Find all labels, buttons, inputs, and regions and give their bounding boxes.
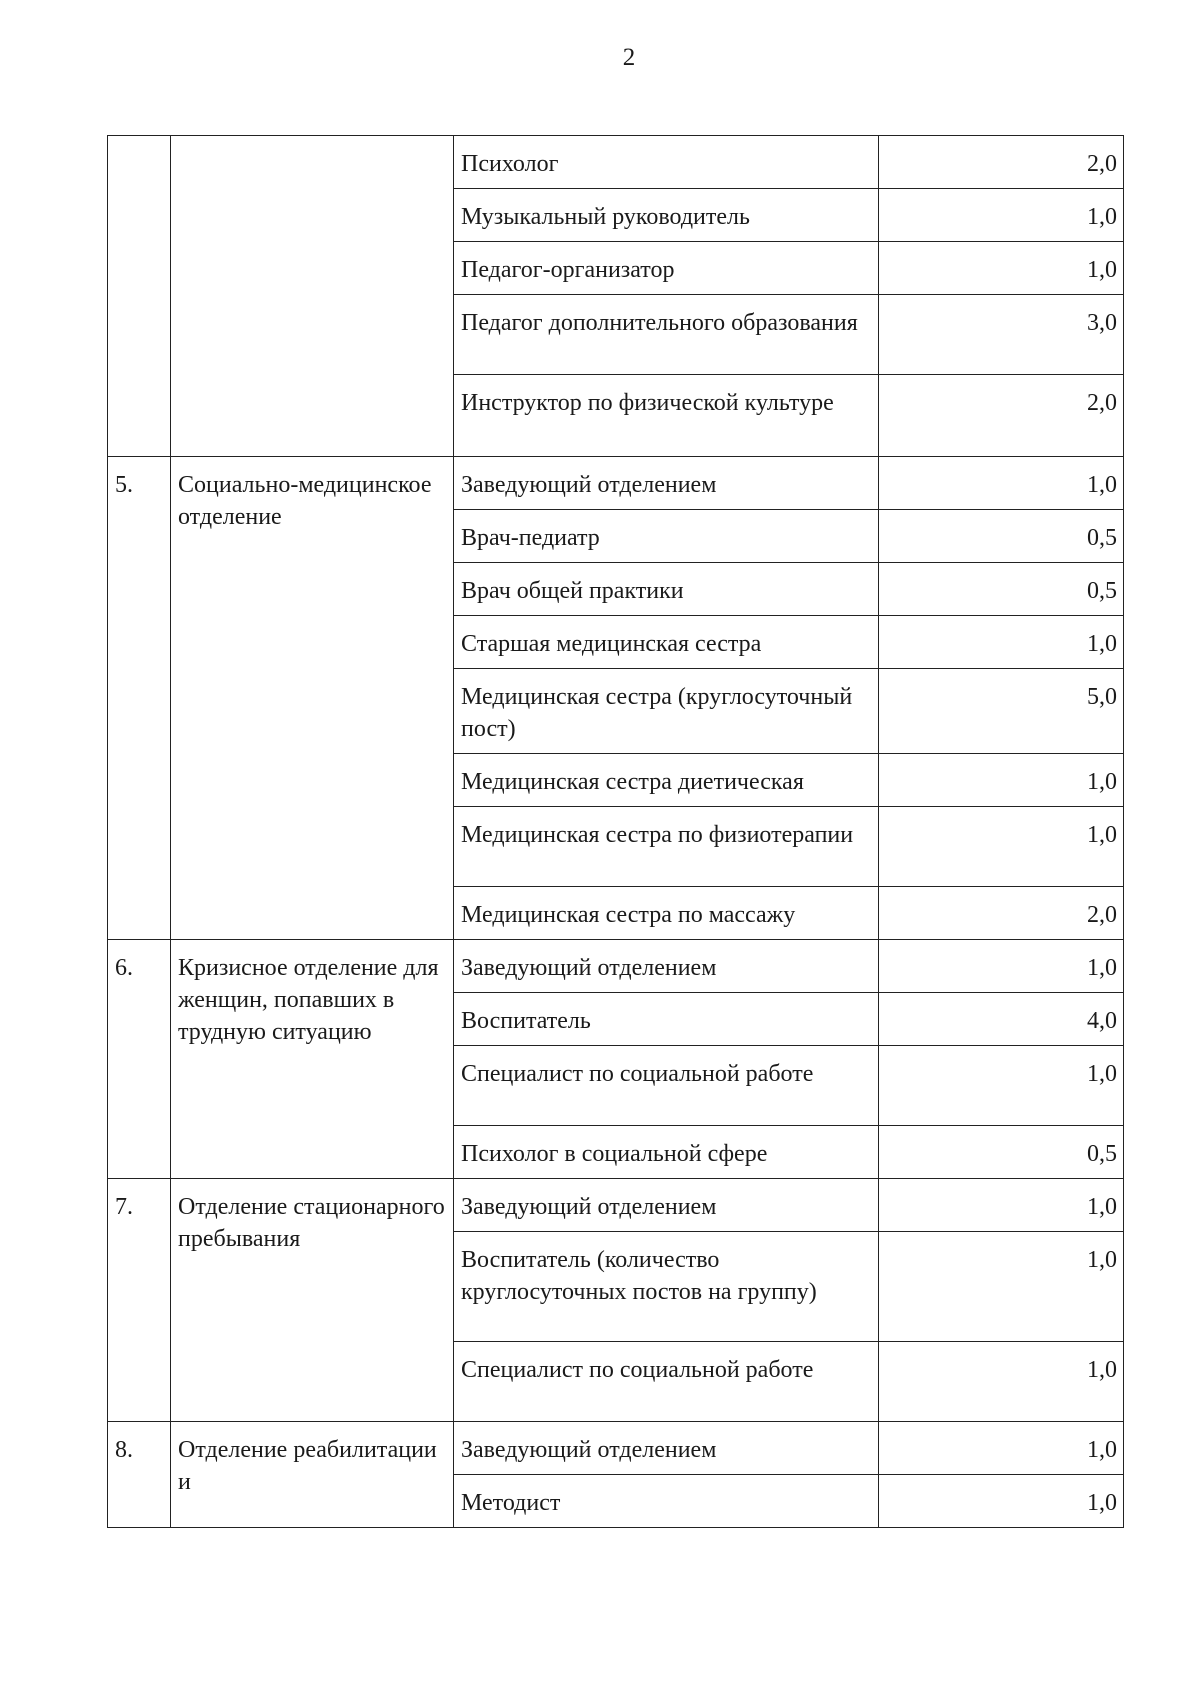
position-cell: Старшая медицинская сестра (454, 616, 879, 669)
department-cell: Отделение стационарного пребывания (171, 1179, 454, 1422)
rate-cell: 1,0 (879, 1342, 1124, 1422)
position-cell: Специалист по социальной работе (454, 1342, 879, 1422)
department-cell (171, 136, 454, 457)
position-cell: Медицинская сестра по массажу (454, 887, 879, 940)
department-cell: Социально-медицинское отделение (171, 457, 454, 940)
table-row (108, 1179, 1124, 1232)
position-cell: Воспитатель (количество круглосуточных постов на группу) (454, 1232, 879, 1342)
row-number-cell: 8. (108, 1422, 171, 1528)
rate-cell: 4,0 (879, 993, 1124, 1046)
row-number-cell: 6. (108, 940, 171, 1179)
position-cell: Заведующий отделением (454, 457, 879, 510)
page-number: 2 (622, 44, 636, 71)
rate-cell: 0,5 (879, 1126, 1124, 1179)
table-row (108, 940, 1124, 993)
row-number-cell (108, 136, 171, 457)
rate-cell: 1,0 (879, 1422, 1124, 1475)
rate-cell: 1,0 (879, 1046, 1124, 1126)
position-cell: Психолог в социальной сфере (454, 1126, 879, 1179)
rate-cell: 5,0 (879, 669, 1124, 754)
staff-table (107, 135, 1124, 1528)
rate-cell: 3,0 (879, 295, 1124, 375)
rate-cell: 0,5 (879, 510, 1124, 563)
department-cell: Кризисное отделение для женщин, попавших в трудную ситуацию (171, 940, 454, 1179)
position-cell: Музыкальный руководитель (454, 189, 879, 242)
rate-cell: 1,0 (879, 1475, 1124, 1528)
position-cell: Специалист по социальной работе (454, 1046, 879, 1126)
position-cell: Врач общей практики (454, 563, 879, 616)
table-row (108, 136, 1124, 189)
position-cell: Психолог (454, 136, 879, 189)
position-cell: Медицинская сестра по физиотерапии (454, 807, 879, 887)
rate-cell: 1,0 (879, 1179, 1124, 1232)
position-cell: Медицинская сестра диетическая (454, 754, 879, 807)
position-cell: Инструктор по физической культуре (454, 375, 879, 457)
position-cell: Педагог-организатор (454, 242, 879, 295)
department-cell: Отделение реабилитации и (171, 1422, 454, 1528)
rate-cell: 0,5 (879, 563, 1124, 616)
rate-cell: 1,0 (879, 1232, 1124, 1342)
position-cell: Заведующий отделением (454, 1422, 879, 1475)
rate-cell: 2,0 (879, 375, 1124, 457)
position-cell: Врач-педиатр (454, 510, 879, 563)
table-row (108, 457, 1124, 510)
rate-cell: 1,0 (879, 457, 1124, 510)
position-cell: Методист (454, 1475, 879, 1528)
rate-cell: 1,0 (879, 616, 1124, 669)
rate-cell: 1,0 (879, 807, 1124, 887)
position-cell: Педагог дополнительного образования (454, 295, 879, 375)
row-number-cell: 7. (108, 1179, 171, 1422)
rate-cell: 1,0 (879, 189, 1124, 242)
table-row (108, 1422, 1124, 1475)
row-number-cell: 5. (108, 457, 171, 940)
position-cell: Заведующий отделением (454, 1179, 879, 1232)
rate-cell: 2,0 (879, 136, 1124, 189)
position-cell: Воспитатель (454, 993, 879, 1046)
rate-cell: 2,0 (879, 887, 1124, 940)
rate-cell: 1,0 (879, 940, 1124, 993)
rate-cell: 1,0 (879, 754, 1124, 807)
position-cell: Заведующий отделением (454, 940, 879, 993)
rate-cell: 1,0 (879, 242, 1124, 295)
position-cell: Медицинская сестра (круглосуточный пост) (454, 669, 879, 754)
